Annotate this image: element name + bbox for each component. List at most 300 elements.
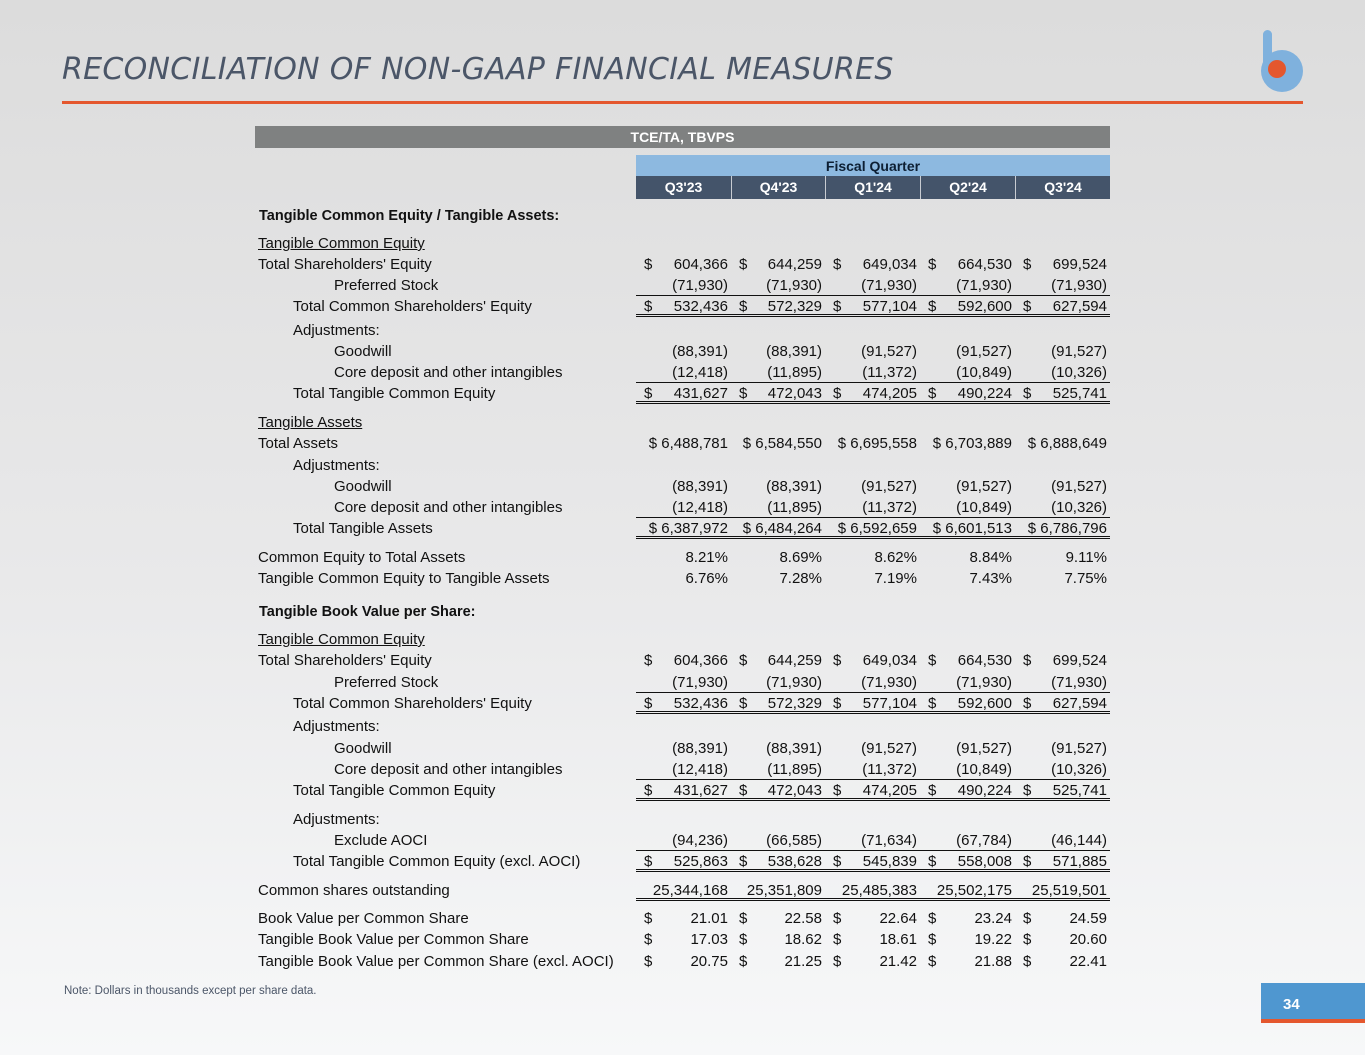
dollar-sign: $: [928, 256, 937, 273]
value-cell: [1015, 341, 1110, 362]
cell-value: 592,600: [957, 298, 1012, 315]
cell-value: 18.62: [784, 931, 822, 948]
dollar-sign: $: [833, 853, 842, 870]
table-row: [255, 547, 1111, 568]
dollar-sign: $: [644, 853, 653, 870]
table-row: [255, 738, 1111, 759]
table-row: [255, 672, 1111, 693]
row-label: Adjustments:: [293, 811, 380, 828]
cell-value: (91,527): [956, 343, 1012, 360]
cell-value: (66,585): [766, 832, 822, 849]
table-row: [255, 693, 1111, 714]
cell-value: $ 6,387,972: [648, 520, 728, 537]
section-heading-label: Tangible Common Equity / Tangible Assets:: [259, 208, 560, 224]
value-cell: [1015, 547, 1110, 568]
value-cell: [825, 254, 920, 275]
table-row: [255, 929, 1111, 950]
value-cell: [920, 880, 1015, 901]
value-cell: [825, 341, 920, 362]
dollar-sign: $: [833, 782, 842, 799]
table-row: [255, 383, 1111, 404]
cell-value: (11,895): [767, 761, 822, 778]
cell-value: $ 6,703,889: [932, 435, 1012, 452]
value-cell: [1015, 497, 1110, 518]
dollar-sign: $: [1023, 256, 1032, 273]
value-cell: [636, 830, 731, 851]
cell-value: (12,418): [672, 364, 728, 381]
row-label: Core deposit and other intangibles: [334, 761, 563, 778]
value-cell: [920, 738, 1015, 759]
value-cell: [920, 497, 1015, 518]
value-cell: [825, 433, 920, 454]
value-cell: [636, 433, 731, 454]
dollar-sign: $: [928, 953, 937, 970]
value-cell: [825, 851, 920, 872]
cell-value: (71,634): [861, 832, 917, 849]
value-cell: [920, 296, 1015, 317]
value-cell: [636, 929, 731, 950]
value-cell: [636, 383, 731, 404]
cell-value: (71,930): [672, 674, 728, 691]
cell-value: 644,259: [767, 652, 822, 669]
cell-value: 21.01: [690, 910, 728, 927]
footnote: Note: Dollars in thousands except per share data.: [64, 985, 317, 997]
value-cell: [731, 476, 825, 497]
cell-value: 604,366: [673, 256, 728, 273]
cell-value: (71,930): [956, 277, 1012, 294]
dollar-sign: $: [928, 931, 937, 948]
dollar-sign: $: [1023, 385, 1032, 402]
row-label: Common shares outstanding: [258, 882, 450, 899]
value-cell: [1015, 908, 1110, 929]
table-row: [255, 362, 1111, 383]
row-label: Preferred Stock: [334, 674, 439, 691]
dollar-sign: $: [833, 695, 842, 712]
value-cell: [1015, 780, 1110, 801]
table-row: [255, 412, 1111, 433]
cell-value: (11,895): [767, 499, 822, 516]
value-cell: [825, 476, 920, 497]
cell-value: 23.24: [974, 910, 1012, 927]
cell-value: (91,527): [1051, 478, 1107, 495]
cell-value: (10,849): [956, 499, 1012, 516]
cell-value: (10,326): [1051, 761, 1107, 778]
row-label: Common Equity to Total Assets: [258, 549, 466, 566]
cell-value: (71,930): [766, 674, 822, 691]
value-cell: [1015, 518, 1110, 539]
table-row: [255, 518, 1111, 539]
value-cell: [636, 738, 731, 759]
title-divider: [62, 101, 1303, 104]
cell-value: 604,366: [673, 652, 728, 669]
section-heading: [255, 602, 1111, 623]
dollar-sign: $: [1023, 853, 1032, 870]
value-cell: [731, 759, 825, 780]
dollar-sign: $: [928, 695, 937, 712]
value-cell: [1015, 951, 1110, 972]
value-cell: [636, 476, 731, 497]
row-label: Total Tangible Common Equity: [293, 385, 496, 402]
dollar-sign: $: [928, 782, 937, 799]
cell-value: 21.42: [879, 953, 917, 970]
quarter-header-2: Q4'23: [731, 176, 825, 199]
value-cell: [636, 497, 731, 518]
value-cell: [1015, 830, 1110, 851]
cell-value: (91,527): [861, 740, 917, 757]
cell-value: (71,930): [672, 277, 728, 294]
brand-logo-icon: [1258, 28, 1306, 96]
page-number: 34: [1283, 996, 1300, 1013]
table-row: [255, 851, 1111, 872]
cell-value: 21.25: [784, 953, 822, 970]
table-row: [255, 830, 1111, 851]
value-cell: [825, 672, 920, 693]
value-cell: [825, 518, 920, 539]
value-cell: [825, 738, 920, 759]
value-cell: [920, 341, 1015, 362]
value-cell: [636, 275, 731, 296]
table-title-banner: TCE/TA, TBVPS: [255, 126, 1110, 148]
cell-value: (91,527): [1051, 740, 1107, 757]
value-cell: [920, 362, 1015, 383]
cell-value: (71,930): [861, 277, 917, 294]
value-cell: [920, 275, 1015, 296]
value-cell: [920, 693, 1015, 714]
value-cell: [825, 951, 920, 972]
cell-value: (11,372): [862, 364, 917, 381]
cell-value: 8.62%: [874, 549, 917, 566]
value-cell: [920, 383, 1015, 404]
cell-value: 25,351,809: [746, 882, 822, 899]
row-label: Core deposit and other intangibles: [334, 364, 563, 381]
cell-value: (10,326): [1051, 364, 1107, 381]
table-row: [255, 716, 1111, 737]
cell-value: (11,895): [767, 364, 822, 381]
row-label: Total Shareholders' Equity: [258, 256, 432, 273]
value-cell: [636, 650, 731, 671]
cell-value: (71,930): [1051, 674, 1107, 691]
dollar-sign: $: [739, 910, 748, 927]
cell-value: 17.03: [690, 931, 728, 948]
cell-value: (12,418): [672, 499, 728, 516]
table-row: [255, 341, 1111, 362]
value-cell: [920, 851, 1015, 872]
cell-value: (10,326): [1051, 499, 1107, 516]
value-cell: [920, 672, 1015, 693]
dollar-sign: $: [644, 782, 653, 799]
cell-value: 532,436: [673, 695, 728, 712]
cell-value: $ 6,888,649: [1027, 435, 1107, 452]
cell-value: $ 6,488,781: [648, 435, 728, 452]
value-cell: [825, 693, 920, 714]
table-row: [255, 476, 1111, 497]
dollar-sign: $: [1023, 953, 1032, 970]
value-cell: [1015, 275, 1110, 296]
row-label: Tangible Book Value per Common Share: [258, 931, 529, 948]
value-cell: [636, 568, 731, 589]
value-cell: [636, 672, 731, 693]
cell-value: 577,104: [862, 298, 917, 315]
row-label: Core deposit and other intangibles: [334, 499, 563, 516]
value-cell: [1015, 568, 1110, 589]
cell-value: (10,849): [956, 761, 1012, 778]
cell-value: 545,839: [862, 853, 917, 870]
value-cell: [731, 672, 825, 693]
value-cell: [1015, 738, 1110, 759]
row-label: Adjustments:: [293, 718, 380, 735]
cell-value: 490,224: [957, 385, 1012, 402]
value-cell: [636, 880, 731, 901]
row-label: Tangible Assets: [258, 414, 363, 431]
cell-value: $ 6,786,796: [1027, 520, 1107, 537]
dollar-sign: $: [739, 652, 748, 669]
cell-value: 22.41: [1069, 953, 1107, 970]
value-cell: [731, 780, 825, 801]
value-cell: [825, 568, 920, 589]
value-cell: [731, 296, 825, 317]
cell-value: 24.59: [1069, 910, 1107, 927]
value-cell: [825, 880, 920, 901]
cell-value: 577,104: [862, 695, 917, 712]
dollar-sign: $: [1023, 298, 1032, 315]
quarter-header-3: Q1'24: [825, 176, 920, 199]
value-cell: [731, 880, 825, 901]
cell-value: 21.88: [974, 953, 1012, 970]
value-cell: [636, 759, 731, 780]
cell-value: 8.84%: [969, 549, 1012, 566]
row-label: Book Value per Common Share: [258, 910, 469, 927]
value-cell: [920, 433, 1015, 454]
value-cell: [825, 780, 920, 801]
value-cell: [920, 568, 1015, 589]
quarter-header-row: [636, 176, 1110, 199]
table-row: [255, 320, 1111, 341]
value-cell: [920, 780, 1015, 801]
cell-value: (67,784): [956, 832, 1012, 849]
dollar-sign: $: [644, 695, 653, 712]
cell-value: (71,930): [956, 674, 1012, 691]
row-label: Total Tangible Assets: [293, 520, 433, 537]
cell-value: 474,205: [862, 782, 917, 799]
cell-value: 532,436: [673, 298, 728, 315]
cell-value: 649,034: [862, 256, 917, 273]
row-label: Total Common Shareholders' Equity: [293, 695, 532, 712]
row-label: Tangible Common Equity: [258, 631, 425, 648]
cell-value: (88,391): [766, 343, 822, 360]
value-cell: [1015, 254, 1110, 275]
value-cell: [920, 951, 1015, 972]
dollar-sign: $: [833, 298, 842, 315]
fiscal-quarter-header: Fiscal Quarter: [636, 155, 1110, 176]
cell-value: 20.75: [690, 953, 728, 970]
dollar-sign: $: [644, 652, 653, 669]
cell-value: 572,329: [767, 298, 822, 315]
value-cell: [1015, 296, 1110, 317]
value-cell: [920, 908, 1015, 929]
cell-value: (91,527): [861, 478, 917, 495]
dollar-sign: $: [739, 385, 748, 402]
dollar-sign: $: [739, 695, 748, 712]
cell-value: (12,418): [672, 761, 728, 778]
value-cell: [1015, 759, 1110, 780]
dollar-sign: $: [739, 953, 748, 970]
cell-value: 7.28%: [779, 570, 822, 587]
quarter-header-5: Q3'24: [1015, 176, 1110, 199]
table-row: [255, 759, 1111, 780]
cell-value: 25,485,383: [841, 882, 917, 899]
cell-value: 25,502,175: [936, 882, 1012, 899]
cell-value: $ 6,592,659: [837, 520, 917, 537]
cell-value: (88,391): [672, 740, 728, 757]
table-row: [255, 809, 1111, 830]
value-cell: [825, 650, 920, 671]
value-cell: [825, 547, 920, 568]
cell-value: 664,530: [957, 652, 1012, 669]
value-cell: [1015, 880, 1110, 901]
table-row: [255, 880, 1111, 901]
value-cell: [636, 254, 731, 275]
section-heading: [255, 206, 1111, 227]
value-cell: [1015, 650, 1110, 671]
value-cell: [636, 518, 731, 539]
cell-value: (91,527): [956, 740, 1012, 757]
row-label: Preferred Stock: [334, 277, 439, 294]
value-cell: [920, 518, 1015, 539]
value-cell: [731, 341, 825, 362]
row-label: Total Tangible Common Equity (excl. AOCI): [293, 853, 581, 870]
cell-value: (11,372): [862, 761, 917, 778]
value-cell: [731, 275, 825, 296]
cell-value: (11,372): [862, 499, 917, 516]
value-cell: [1015, 362, 1110, 383]
dollar-sign: $: [928, 910, 937, 927]
dollar-sign: $: [1023, 931, 1032, 948]
section-heading-label: Tangible Book Value per Share:: [259, 604, 476, 620]
table-row: [255, 951, 1111, 972]
cell-value: (91,527): [861, 343, 917, 360]
cell-value: (94,236): [672, 832, 728, 849]
cell-value: 592,600: [957, 695, 1012, 712]
cell-value: 627,594: [1052, 695, 1107, 712]
page-number-box: [1261, 983, 1365, 1023]
cell-value: 8.69%: [779, 549, 822, 566]
value-cell: [636, 341, 731, 362]
cell-value: (71,930): [1051, 277, 1107, 294]
cell-value: 699,524: [1052, 652, 1107, 669]
cell-value: 25,519,501: [1031, 882, 1107, 899]
cell-value: (88,391): [766, 478, 822, 495]
table-row: [255, 629, 1111, 650]
row-label: Tangible Common Equity: [258, 235, 425, 252]
value-cell: [731, 693, 825, 714]
cell-value: 9.11%: [1065, 549, 1107, 566]
row-label: Goodwill: [334, 740, 392, 757]
row-label: Total Shareholders' Equity: [258, 652, 432, 669]
cell-value: (46,144): [1051, 832, 1107, 849]
value-cell: [636, 547, 731, 568]
dollar-sign: $: [833, 652, 842, 669]
dollar-sign: $: [739, 853, 748, 870]
value-cell: [731, 433, 825, 454]
dollar-sign: $: [833, 953, 842, 970]
dollar-sign: $: [739, 931, 748, 948]
value-cell: [731, 830, 825, 851]
value-cell: [636, 780, 731, 801]
cell-value: 525,863: [673, 853, 728, 870]
value-cell: [636, 908, 731, 929]
cell-value: 571,885: [1052, 853, 1107, 870]
value-cell: [920, 254, 1015, 275]
value-cell: [731, 362, 825, 383]
value-cell: [1015, 851, 1110, 872]
cell-value: 649,034: [862, 652, 917, 669]
cell-value: (71,930): [861, 674, 917, 691]
value-cell: [731, 851, 825, 872]
cell-value: 7.19%: [874, 570, 917, 587]
dollar-sign: $: [1023, 652, 1032, 669]
table-row: [255, 254, 1111, 275]
table-row: [255, 233, 1111, 254]
value-cell: [731, 929, 825, 950]
value-cell: [731, 908, 825, 929]
dollar-sign: $: [739, 782, 748, 799]
dollar-sign: $: [928, 853, 937, 870]
cell-value: 490,224: [957, 782, 1012, 799]
value-cell: [636, 362, 731, 383]
dollar-sign: $: [833, 385, 842, 402]
cell-value: $ 6,601,513: [932, 520, 1012, 537]
value-cell: [825, 362, 920, 383]
value-cell: [1015, 433, 1110, 454]
value-cell: [636, 296, 731, 317]
value-cell: [920, 547, 1015, 568]
cell-value: (88,391): [672, 343, 728, 360]
dollar-sign: $: [1023, 782, 1032, 799]
value-cell: [825, 296, 920, 317]
cell-value: 7.43%: [969, 570, 1012, 587]
dollar-sign: $: [833, 910, 842, 927]
cell-value: $ 6,484,264: [742, 520, 822, 537]
dollar-sign: $: [644, 931, 653, 948]
cell-value: 627,594: [1052, 298, 1107, 315]
value-cell: [825, 908, 920, 929]
value-cell: [731, 738, 825, 759]
row-label: Tangible Common Equity to Tangible Assets: [258, 570, 550, 587]
quarter-header-1: Q3'23: [664, 179, 703, 195]
cell-value: 558,008: [957, 853, 1012, 870]
row-label: Total Assets: [258, 435, 339, 452]
cell-value: 431,627: [673, 782, 728, 799]
table-row: [255, 275, 1111, 296]
cell-value: (71,930): [766, 277, 822, 294]
cell-value: 22.58: [784, 910, 822, 927]
dollar-sign: $: [928, 652, 937, 669]
value-cell: [920, 759, 1015, 780]
dollar-sign: $: [644, 256, 653, 273]
table-row: [255, 455, 1111, 476]
value-cell: [731, 497, 825, 518]
cell-value: 6.76%: [685, 570, 728, 587]
value-cell: [1015, 476, 1110, 497]
cell-value: 572,329: [767, 695, 822, 712]
table-row: [255, 780, 1111, 801]
cell-value: 7.75%: [1064, 570, 1107, 587]
cell-value: 431,627: [673, 385, 728, 402]
cell-value: 18.61: [879, 931, 917, 948]
cell-value: 19.22: [974, 931, 1012, 948]
table-row: [255, 497, 1111, 518]
dollar-sign: $: [1023, 695, 1032, 712]
